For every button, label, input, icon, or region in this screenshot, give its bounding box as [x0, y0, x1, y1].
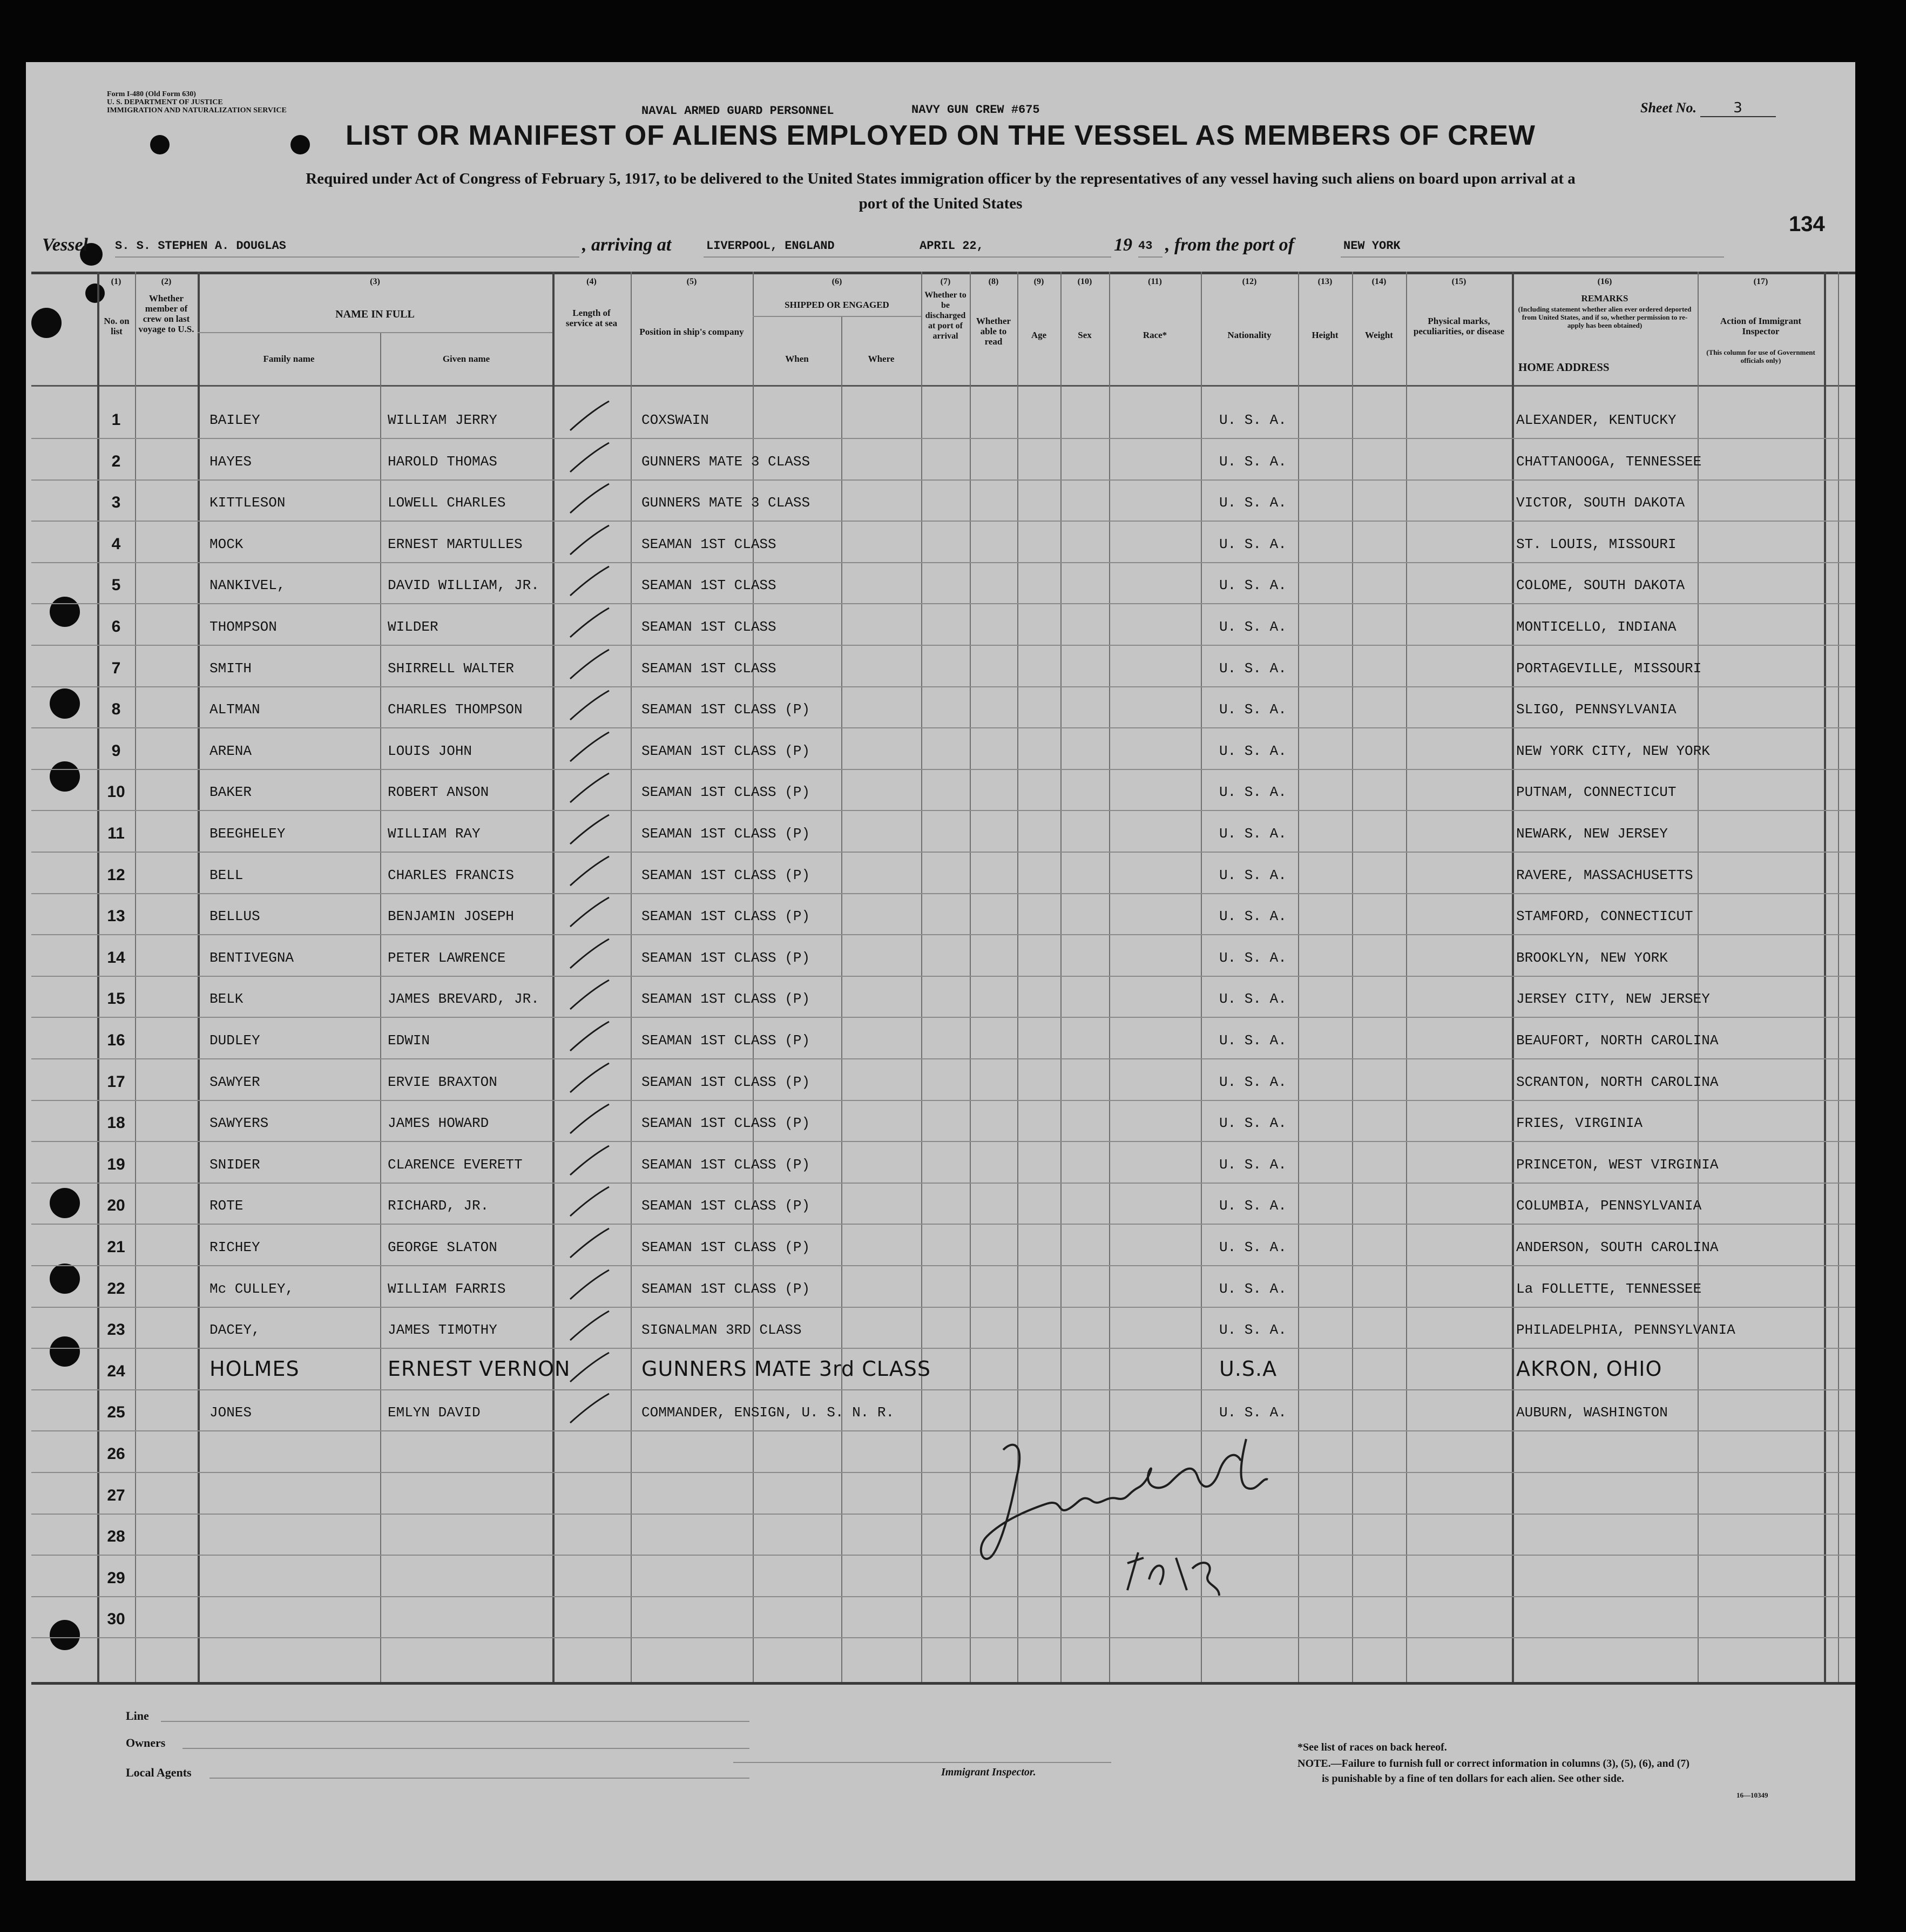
home-address: ALEXANDER, KENTUCKY: [1516, 412, 1677, 428]
ship-position: SEAMAN 1ST CLASS (P): [641, 991, 810, 1008]
col-9-header: Age: [1031, 330, 1047, 340]
home-address: COLOME, SOUTH DAKOTA: [1516, 577, 1685, 594]
col-6-when-header: When: [785, 354, 809, 364]
given-name: DAVID WILLIAM, JR.: [388, 577, 539, 594]
table-row: [26, 1597, 1855, 1638]
nationality: U. S. A.: [1219, 1115, 1287, 1132]
ship-position: SEAMAN 1ST CLASS (P): [641, 867, 810, 883]
footer-note: NOTE.—Failure to furnish full or correct information in columns (3), (5), (6), and (7): [1297, 1758, 1690, 1769]
table-row: [26, 1060, 1855, 1101]
home-address: COLUMBIA, PENNSYLVANIA: [1516, 1198, 1702, 1214]
footer-note: is punishable by a fine of ten dollars for each alien. See other side.: [1322, 1773, 1624, 1785]
ship-position: GUNNERS MATE 3 CLASS: [641, 453, 810, 470]
check-mark-icon: [566, 1184, 614, 1221]
nationality: U. S. A.: [1219, 991, 1287, 1008]
year-suffix: 43: [1138, 239, 1153, 253]
col-1-number: (1): [111, 277, 121, 286]
home-address: BEAUFORT, NORTH CAROLINA: [1516, 1032, 1719, 1049]
table-row: [26, 646, 1855, 687]
home-address: VICTOR, SOUTH DAKOTA: [1516, 495, 1685, 511]
home-address: PRINCETON, WEST VIRGINIA: [1516, 1156, 1719, 1173]
nationality: U. S. A.: [1219, 1073, 1287, 1090]
row-number: 23: [107, 1321, 125, 1339]
col-17-note: (This column for use of Government officials only): [1706, 348, 1815, 364]
immigrant-inspector-label: Immigrant Inspector.: [941, 1766, 1036, 1778]
col-16-subheader: HOME ADDRESS: [1518, 361, 1610, 374]
family-name: BELLUS: [209, 908, 260, 925]
row-number: 28: [107, 1528, 125, 1546]
family-name: BELL: [209, 867, 244, 883]
col-15-number: (15): [1451, 277, 1466, 286]
col-11-number: (11): [1148, 277, 1162, 286]
form-id-line: IMMIGRATION AND NATURALIZATION SERVICE: [107, 106, 287, 114]
given-name: CLARENCE EVERETT: [388, 1156, 523, 1173]
ship-position: SEAMAN 1ST CLASS (P): [641, 1073, 810, 1090]
ship-position: SEAMAN 1ST CLASS (P): [641, 784, 810, 801]
home-address: AKRON, OHIO: [1516, 1356, 1662, 1381]
from-port: NEW YORK: [1343, 239, 1401, 253]
table-row: [26, 1390, 1855, 1431]
home-address: PUTNAM, CONNECTICUT: [1516, 784, 1677, 801]
local-agents-label: Local Agents: [126, 1766, 192, 1779]
arriving-port: LIVERPOOL, ENGLAND: [706, 239, 835, 253]
row-number: 6: [111, 618, 121, 636]
check-mark-icon: [566, 398, 614, 436]
table-row: [26, 1432, 1855, 1473]
home-address: ANDERSON, SOUTH CAROLINA: [1516, 1239, 1719, 1255]
col-10-number: (10): [1077, 277, 1092, 286]
nationality: U. S. A.: [1219, 1198, 1287, 1214]
home-address: NEWARK, NEW JERSEY: [1516, 826, 1668, 842]
nationality: U. S. A.: [1219, 908, 1287, 925]
ship-position: SIGNALMAN 3RD CLASS: [641, 1322, 802, 1339]
row-number: 12: [107, 866, 125, 884]
table-row: [26, 894, 1855, 935]
row-number: 15: [107, 990, 125, 1008]
nationality: U. S. A.: [1219, 1032, 1287, 1049]
given-name: JAMES BREVARD, JR.: [388, 991, 539, 1008]
check-mark-icon: [566, 687, 614, 725]
table-row: [26, 936, 1855, 977]
col-1-header: No. on list: [104, 316, 130, 336]
page-stamp-number: 134: [1789, 212, 1825, 236]
given-name: PETER LAWRENCE: [388, 949, 506, 966]
line-label: Line: [126, 1709, 149, 1722]
col-14-header: Weight: [1365, 330, 1393, 340]
family-name: SMITH: [209, 660, 252, 677]
nationality: U. S. A.: [1219, 1156, 1287, 1173]
check-mark-icon: [566, 770, 614, 808]
given-name: SHIRRELL WALTER: [388, 660, 515, 677]
given-name: RICHARD, JR.: [388, 1198, 489, 1214]
col-10-header: Sex: [1078, 330, 1092, 340]
home-address: STAMFORD, CONNECTICUT: [1516, 908, 1693, 925]
family-name: DACEY,: [209, 1322, 260, 1339]
naval-guard-label: NAVAL ARMED GUARD PERSONNEL: [641, 104, 834, 118]
check-mark-icon: [566, 1267, 614, 1305]
nationality: U. S. A.: [1219, 1239, 1287, 1255]
family-name: ROTE: [209, 1198, 244, 1214]
family-name: BELK: [209, 991, 244, 1008]
family-name: Mc CULLEY,: [209, 1280, 294, 1297]
table-row: [26, 1556, 1855, 1597]
row-number: 4: [111, 535, 121, 553]
check-mark-icon: [566, 1018, 614, 1056]
row-number: 16: [107, 1031, 125, 1049]
row-number: 5: [111, 576, 121, 595]
given-name: CHARLES FRANCIS: [388, 867, 515, 883]
table-row: [26, 687, 1855, 728]
row-number: 11: [107, 825, 125, 842]
col-4-number: (4): [586, 277, 597, 286]
family-name: BEEGHELEY: [209, 826, 286, 842]
family-name: SNIDER: [209, 1156, 260, 1173]
family-name: SAWYERS: [209, 1115, 269, 1132]
col-13-number: (13): [1317, 277, 1333, 286]
col-6-number: (6): [832, 277, 842, 286]
nationality: U. S. A.: [1219, 701, 1287, 718]
check-mark-icon: [566, 440, 614, 477]
nationality: U. S. A.: [1219, 619, 1287, 635]
check-mark-icon: [566, 729, 614, 767]
ship-position: COXSWAIN: [641, 412, 709, 428]
col-12-header: Nationality: [1227, 330, 1272, 340]
given-name: BENJAMIN JOSEPH: [388, 908, 515, 925]
col-3-given-header: Given name: [442, 354, 490, 364]
given-name: HAROLD THOMAS: [388, 453, 497, 470]
page-title: LIST OR MANIFEST OF ALIENS EMPLOYED ON THE VESSEL AS MEMBERS OF CREW: [346, 120, 1536, 151]
nationality: U. S. A.: [1219, 1322, 1287, 1339]
col-5-header: Position in ship's company: [639, 327, 744, 337]
ship-position: SEAMAN 1ST CLASS: [641, 619, 776, 635]
form-code: 16—10349: [1736, 1791, 1768, 1799]
col-12-number: (12): [1242, 277, 1257, 286]
family-name: THOMPSON: [209, 619, 277, 635]
check-mark-icon: [566, 1060, 614, 1098]
family-name: SAWYER: [209, 1073, 260, 1090]
family-name: KITTLESON: [209, 495, 286, 511]
nationality: U. S. A.: [1219, 1404, 1287, 1421]
col-8-number: (8): [988, 277, 999, 286]
nationality: U. S. A.: [1219, 1280, 1287, 1297]
row-number: 13: [107, 907, 125, 926]
row-number: 22: [107, 1279, 125, 1298]
check-mark-icon: [566, 1308, 614, 1346]
table-row: [26, 1184, 1855, 1225]
arriving-label: , arriving at: [582, 235, 672, 255]
row-number: 26: [107, 1445, 125, 1463]
ship-position: SEAMAN 1ST CLASS (P): [641, 826, 810, 842]
family-name: HAYES: [209, 453, 252, 470]
form-id-line: U. S. DEPARTMENT OF JUSTICE: [107, 98, 223, 106]
family-name: ALTMAN: [209, 701, 260, 718]
col-7-header: Whether to be discharged at port of arrival: [924, 291, 966, 341]
manifest-sheet: [26, 62, 1855, 1881]
given-name: WILLIAM RAY: [388, 826, 481, 842]
family-name: ARENA: [209, 742, 252, 759]
table-row: [26, 1349, 1855, 1390]
nationality: U. S. A.: [1219, 742, 1287, 759]
given-name: ERVIE BRAXTON: [388, 1073, 497, 1090]
table-row: [26, 1225, 1855, 1266]
col-3-number: (3): [370, 277, 380, 286]
family-name: RICHEY: [209, 1239, 260, 1255]
ship-position: SEAMAN 1ST CLASS (P): [641, 1156, 810, 1173]
family-name: DUDLEY: [209, 1032, 260, 1049]
check-mark-icon: [566, 1390, 614, 1428]
check-mark-icon: [566, 522, 614, 560]
ship-position: SEAMAN 1ST CLASS (P): [641, 1198, 810, 1214]
row-number: 10: [107, 783, 125, 801]
col-17-header: Action of Immigrant Inspector: [1720, 316, 1802, 336]
family-name: MOCK: [209, 536, 244, 552]
form-id-line: Form I-480 (Old Form 630): [107, 90, 196, 98]
nationality: U. S. A.: [1219, 949, 1287, 966]
inspector-signature: [965, 1428, 1289, 1633]
form-id: [107, 90, 287, 114]
ship-position: GUNNERS MATE 3 CLASS: [641, 495, 810, 511]
col-16-header: REMARKS: [1581, 293, 1628, 303]
ship-position: SEAMAN 1ST CLASS (P): [641, 1280, 810, 1297]
row-number: 14: [107, 948, 125, 967]
nationality: U. S. A.: [1219, 660, 1287, 677]
table-row: [26, 977, 1855, 1018]
col-13-header: Height: [1312, 330, 1339, 340]
check-mark-icon: [566, 481, 614, 518]
home-address: NEW YORK CITY, NEW YORK: [1516, 742, 1710, 759]
home-address: PORTAGEVILLE, MISSOURI: [1516, 660, 1702, 677]
ship-position: SEAMAN 1ST CLASS (P): [641, 1115, 810, 1132]
ship-position: SEAMAN 1ST CLASS: [641, 536, 776, 552]
col-6-where-header: Where: [868, 354, 895, 364]
table-row: [26, 522, 1855, 563]
given-name: JAMES TIMOTHY: [388, 1322, 497, 1339]
nationality: U. S. A.: [1219, 867, 1287, 883]
ship-position: SEAMAN 1ST CLASS (P): [641, 908, 810, 925]
row-number: 8: [111, 700, 121, 719]
row-number: 29: [107, 1569, 125, 1587]
nationality: U.S.A: [1219, 1356, 1278, 1381]
family-name: BAILEY: [209, 412, 260, 428]
row-number: 9: [111, 741, 121, 760]
check-mark-icon: [566, 853, 614, 891]
vessel-label: Vessel: [42, 235, 88, 255]
row-number: 1: [111, 411, 121, 429]
vessel-name: S. S. STEPHEN A. DOUGLAS: [115, 239, 286, 253]
col-16-number: (16): [1597, 277, 1612, 286]
home-address: RAVERE, MASSACHUSETTS: [1516, 867, 1693, 883]
arrival-date: APRIL 22,: [920, 239, 984, 253]
home-address: MONTICELLO, INDIANA: [1516, 619, 1677, 635]
table-row: [26, 1515, 1855, 1556]
table-row: [26, 605, 1855, 646]
col-4-header: Length of service at sea: [565, 308, 618, 328]
ship-position: SEAMAN 1ST CLASS (P): [641, 1239, 810, 1255]
check-mark-icon: [566, 605, 614, 643]
subtitle-line: port of the United States: [859, 195, 1023, 212]
col-7-number: (7): [940, 277, 951, 286]
given-name: LOWELL CHARLES: [388, 495, 506, 511]
table-row: [26, 398, 1855, 439]
nationality: U. S. A.: [1219, 495, 1287, 511]
col-11-header: Race*: [1143, 330, 1167, 340]
col-17-number: (17): [1753, 277, 1768, 286]
row-number: 30: [107, 1610, 125, 1629]
table-row: [26, 440, 1855, 481]
check-mark-icon: [566, 1349, 614, 1387]
sheet-number: [1640, 100, 1776, 117]
check-mark-icon: [566, 1101, 614, 1139]
check-mark-icon: [566, 646, 614, 684]
home-address: CHATTANOOGA, TENNESSEE: [1516, 453, 1702, 470]
home-address: SLIGO, PENNSYLVANIA: [1516, 701, 1677, 718]
col-15-header: Physical marks, peculiarities, or disease: [1413, 316, 1505, 336]
col-16-note: (Including statement whether alien ever ordered deported from United States, and if so, whether permission to re-apply has been obtained): [1518, 305, 1692, 329]
check-mark-icon: [566, 812, 614, 849]
table-row: [26, 770, 1855, 811]
family-name: BAKER: [209, 784, 252, 801]
table-row: [26, 1143, 1855, 1184]
home-address: PHILADELPHIA, PENNSYLVANIA: [1516, 1322, 1735, 1339]
home-address: JERSEY CITY, NEW JERSEY: [1516, 991, 1710, 1008]
row-number: 25: [107, 1403, 125, 1422]
given-name: ROBERT ANSON: [388, 784, 489, 801]
family-name: JONES: [209, 1404, 252, 1421]
nationality: U. S. A.: [1219, 784, 1287, 801]
table-row: [26, 563, 1855, 604]
footer-note: *See list of races on back hereof.: [1297, 1741, 1447, 1753]
col-6-header: SHIPPED OR ENGAGED: [785, 300, 889, 310]
punch-hole: [31, 308, 62, 338]
nationality: U. S. A.: [1219, 826, 1287, 842]
col-14-number: (14): [1371, 277, 1387, 286]
table-row: [26, 729, 1855, 770]
table-row: [26, 1018, 1855, 1059]
table-row: [26, 481, 1855, 522]
year-prefix: 19: [1114, 235, 1132, 255]
given-name: LOUIS JOHN: [388, 742, 472, 759]
given-name: WILLIAM JERRY: [388, 412, 497, 428]
sheet-no-value: 3: [1700, 100, 1776, 117]
ship-position: SEAMAN 1ST CLASS: [641, 660, 776, 677]
ship-position: GUNNERS MATE 3rd CLASS: [641, 1356, 931, 1381]
gun-crew-label: NAVY GUN CREW #675: [911, 103, 1040, 117]
given-name: EDWIN: [388, 1032, 430, 1049]
table-row: [26, 853, 1855, 894]
given-name: CHARLES THOMPSON: [388, 701, 523, 718]
col-2-header: Whether member of crew on last voyage to U.S.: [138, 293, 194, 334]
row-number: 7: [111, 659, 121, 677]
col-3-header: NAME IN FULL: [335, 308, 415, 320]
ship-position: SEAMAN 1ST CLASS (P): [641, 949, 810, 966]
check-mark-icon: [566, 563, 614, 601]
row-number: 18: [107, 1114, 125, 1132]
row-number: 20: [107, 1197, 125, 1215]
owners-label: Owners: [126, 1736, 166, 1749]
table-row: [26, 812, 1855, 853]
nationality: U. S. A.: [1219, 577, 1287, 594]
row-number: 24: [107, 1362, 125, 1380]
nationality: U. S. A.: [1219, 536, 1287, 552]
home-address: SCRANTON, NORTH CAROLINA: [1516, 1073, 1719, 1090]
home-address: ST. LOUIS, MISSOURI: [1516, 536, 1677, 552]
table-row: [26, 1474, 1855, 1515]
check-mark-icon: [566, 1225, 614, 1263]
col-2-number: (2): [161, 277, 172, 286]
row-number: 19: [107, 1155, 125, 1173]
given-name: WILLIAM FARRIS: [388, 1280, 506, 1297]
col-5-number: (5): [686, 277, 697, 286]
row-number: 17: [107, 1072, 125, 1091]
family-name: HOLMES: [209, 1356, 300, 1381]
given-name: EMLYN DAVID: [388, 1404, 481, 1421]
table-row: [26, 1308, 1855, 1349]
ship-position: SEAMAN 1ST CLASS: [641, 577, 776, 594]
subtitle-line: Required under Act of Congress of February 5, 1917, to be delivered to the United States immigration officer by the representatives of any vessel having such aliens on board upon arrival at a: [306, 170, 1576, 187]
check-mark-icon: [566, 977, 614, 1015]
col-3-family-header: Family name: [263, 354, 315, 364]
ship-position: SEAMAN 1ST CLASS (P): [641, 701, 810, 718]
home-address: FRIES, VIRGINIA: [1516, 1115, 1643, 1132]
col-9-number: (9): [1033, 277, 1044, 286]
home-address: AUBURN, WASHINGTON: [1516, 1404, 1668, 1421]
vessel-line: [42, 235, 1840, 262]
from-label: , from the port of: [1165, 235, 1294, 255]
home-address: BROOKLYN, NEW YORK: [1516, 949, 1668, 966]
row-number: 2: [111, 452, 121, 470]
home-address: La FOLLETTE, TENNESSEE: [1516, 1280, 1702, 1297]
check-mark-icon: [566, 936, 614, 974]
given-name: GEORGE SLATON: [388, 1239, 497, 1255]
nationality: U. S. A.: [1219, 412, 1287, 428]
check-mark-icon: [566, 894, 614, 932]
sheet-label: Sheet No.: [1640, 100, 1697, 116]
given-name: ERNEST MARTULLES: [388, 536, 523, 552]
row-number: 3: [111, 494, 121, 512]
family-name: NANKIVEL,: [209, 577, 286, 594]
nationality: U. S. A.: [1219, 453, 1287, 470]
col-8-header: Whether able to read: [976, 316, 1011, 347]
check-mark-icon: [566, 1143, 614, 1180]
table-row: [26, 1267, 1855, 1308]
ship-position: SEAMAN 1ST CLASS (P): [641, 1032, 810, 1049]
table-row: [26, 1101, 1855, 1142]
row-number: 27: [107, 1486, 125, 1504]
family-name: BENTIVEGNA: [209, 949, 294, 966]
given-name: WILDER: [388, 619, 438, 635]
row-number: 21: [107, 1238, 125, 1256]
given-name: ERNEST VERNON: [388, 1356, 571, 1381]
ship-position: COMMANDER, ENSIGN, U. S. N. R.: [641, 1404, 895, 1421]
given-name: JAMES HOWARD: [388, 1115, 489, 1132]
ship-position: SEAMAN 1ST CLASS (P): [641, 742, 810, 759]
